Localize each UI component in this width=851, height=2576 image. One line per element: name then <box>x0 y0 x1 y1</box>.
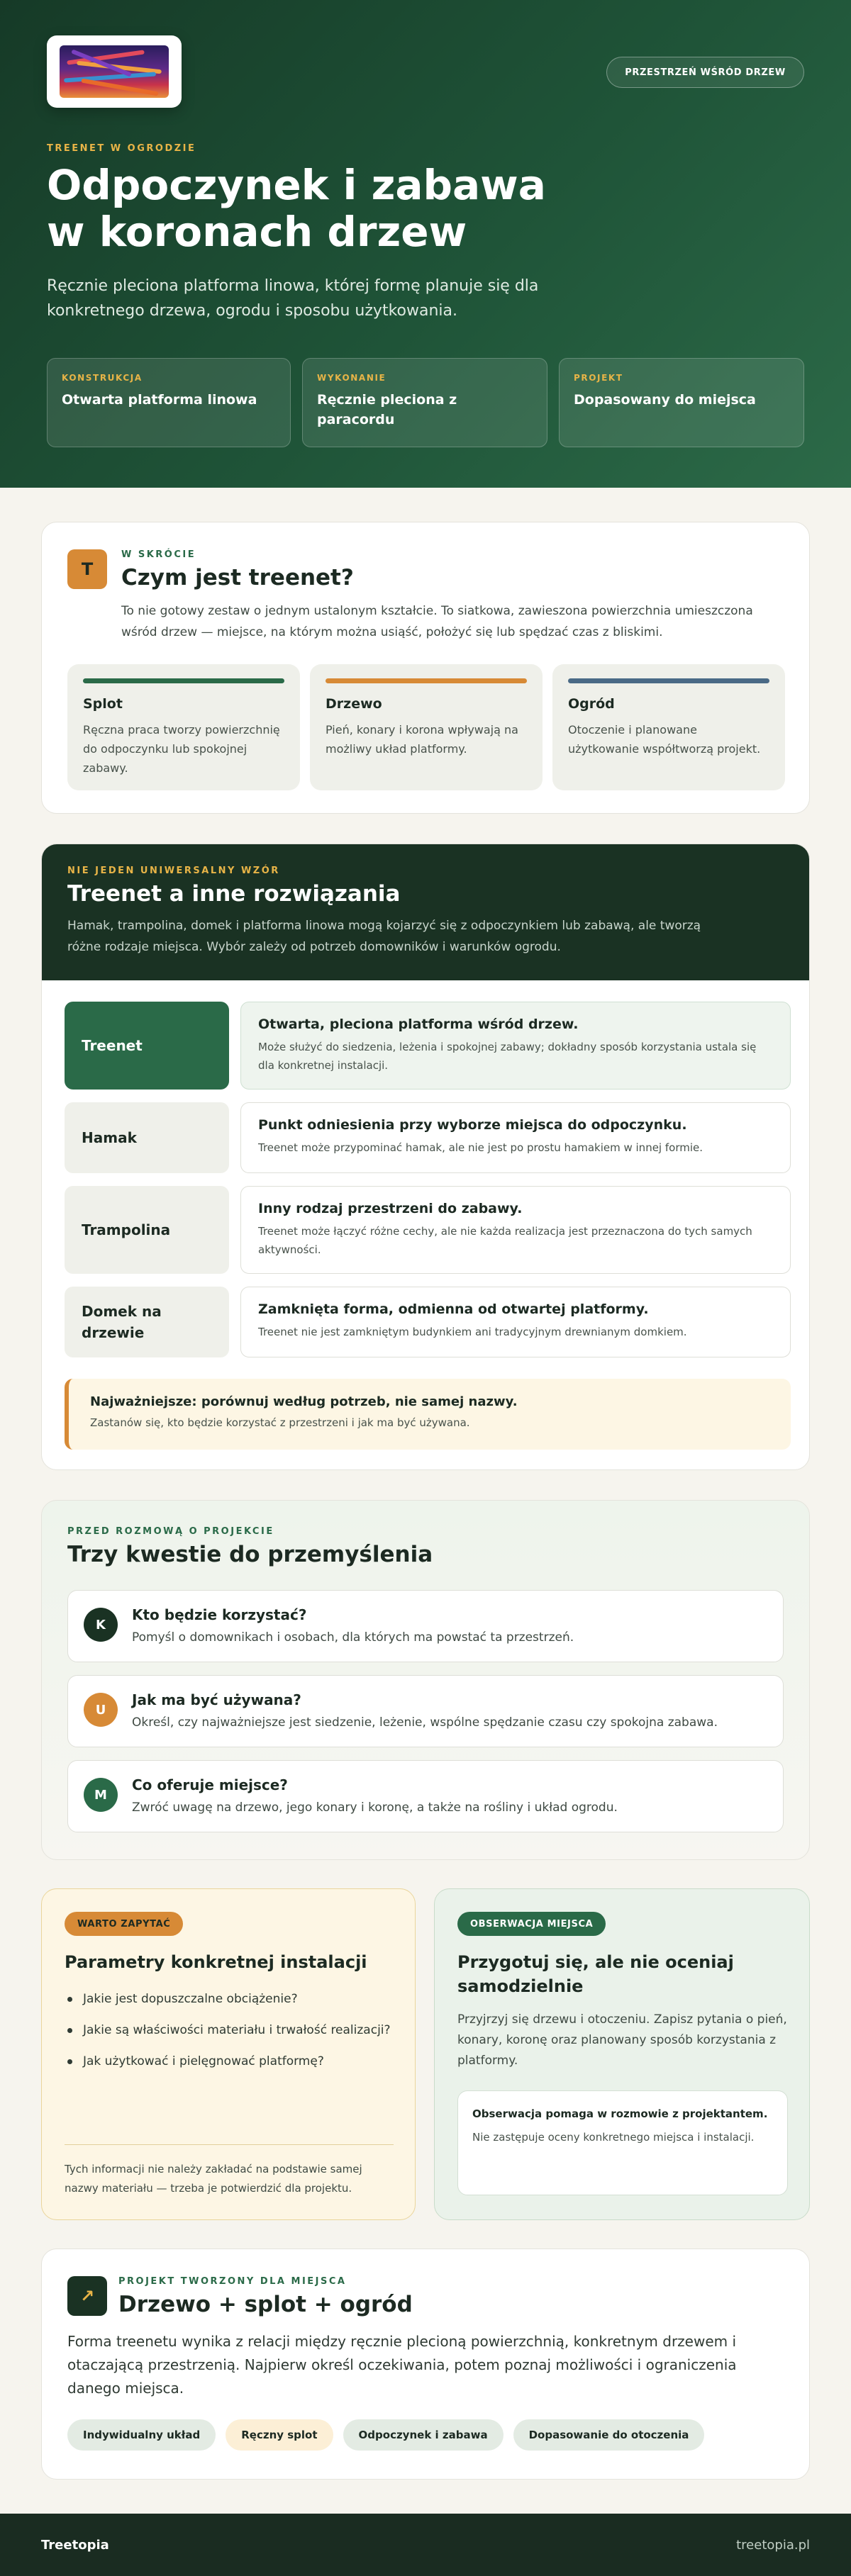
feature-desc: Otoczenie i planowane użytkowanie współtworzą projekt. <box>568 723 761 756</box>
question-item-who <box>67 1590 784 1662</box>
questions-title: Trzy kwestie do przemyślenia <box>67 1542 433 1567</box>
hero-card-value: Ręcznie pleciona z paracordu <box>317 392 457 427</box>
summary-eyebrow: W SKRÓCIE <box>121 549 196 560</box>
note-title: Najważniejsze: porównuj według potrzeb, nie samej nazwy. <box>90 1394 518 1409</box>
ask-tag: WARTO ZAPYTAĆ <box>65 1912 183 1936</box>
observe-box <box>457 2090 788 2195</box>
compare-row-desc: Treenet może łączyć różne cechy, ale nie każda realizacja jest przeznaczona do tych samych aktywności. <box>258 1225 752 1256</box>
observe-title: Przygotuj się, ale nie oceniaj samodzielnie <box>457 1952 734 1996</box>
list-item: Jakie jest dopuszczalne obciążenie? <box>65 1988 398 2010</box>
list-item: Jakie są właściwości materiału i trwałość realizacji? <box>65 2020 398 2041</box>
question-desc: Zwróć uwagę na drzewo, jego konary i koronę, a także na rośliny i układ ogrodu. <box>132 1801 618 1815</box>
observe-card <box>434 1888 810 2220</box>
chip-fit: Dopasowanie do otoczenia <box>513 2419 705 2451</box>
question-title: Co oferuje miejsce? <box>132 1776 288 1793</box>
compare-row-treenet <box>240 1002 791 1090</box>
ask-title: Parametry konkretnej instalacji <box>65 1952 367 1972</box>
divider <box>65 2144 394 2145</box>
compare-row-title: Inny rodzaj przestrzeni do zabawy. <box>258 1201 523 1216</box>
title-line-2: w koronach drzew <box>47 208 467 256</box>
chip-layout: Indywidualny układ <box>67 2419 216 2451</box>
question-item-how <box>67 1675 784 1747</box>
feature-card-ogrod <box>552 664 785 790</box>
hero-eyebrow: TREENET W OGRODZIE <box>47 143 196 154</box>
compare-row-hamak <box>240 1102 791 1173</box>
note-desc: Zastanów się, kto będzie korzystać z przestrzeni i jak ma być używana. <box>90 1416 470 1429</box>
hero-card-execution <box>302 358 547 447</box>
project-title: Drzewo + splot + ogród <box>118 2292 413 2317</box>
hero-card-key: PROJEKT <box>574 373 623 383</box>
feature-bar <box>83 678 284 683</box>
hero-card-project <box>559 358 804 447</box>
footer <box>0 2514 851 2576</box>
observe-text: Przyjrzyj się drzewu i otoczeniu. Zapisz pytania o pień, konary, koronę oraz planowany sposób korzystania z platformy. <box>457 2012 787 2068</box>
u-letter-icon: U <box>84 1693 118 1727</box>
hero-card-value: Dopasowany do miejsca <box>574 392 756 408</box>
t-letter-icon: T <box>67 549 107 589</box>
question-title: Jak ma być używana? <box>132 1691 301 1708</box>
hero-card-key: KONSTRUKCJA <box>62 373 143 383</box>
chip-rest: Odpoczynek i zabawa <box>343 2419 504 2451</box>
feature-title: Drzewo <box>326 696 382 712</box>
feature-bar <box>568 678 769 683</box>
compare-header <box>42 844 810 980</box>
compare-row-title: Zamknięta forma, odmienna od otwartej platformy. <box>258 1301 649 1317</box>
footer-brand[interactable]: Treetopia <box>41 2538 109 2553</box>
chip-list <box>67 2419 704 2451</box>
hero-section <box>0 0 851 488</box>
observe-box-desc: Nie zastępuje oceny konkretnego miejsca i instalacji. <box>472 2131 755 2144</box>
compare-tab-trampolina[interactable]: Trampolina <box>65 1186 229 1274</box>
compare-row-title: Punkt odniesienia przy wyborze miejsca do odpoczynku. <box>258 1117 687 1133</box>
arrow-up-right-icon: ↗ <box>67 2276 107 2316</box>
compare-row-domek <box>240 1287 791 1357</box>
compare-note <box>65 1379 791 1450</box>
chip-weave: Ręczny splot <box>226 2419 333 2451</box>
k-letter-icon: K <box>84 1608 118 1642</box>
list-item: Jak użytkować i pielęgnować platformę? <box>65 2051 398 2072</box>
feature-card-drzewo <box>310 664 543 790</box>
feature-card-splot <box>67 664 300 790</box>
page-title <box>47 162 685 255</box>
m-letter-icon: M <box>84 1778 118 1812</box>
logo[interactable] <box>47 35 182 108</box>
compare-card <box>41 844 810 1470</box>
question-title: Kto będzie korzystać? <box>132 1606 307 1623</box>
project-card <box>41 2249 810 2480</box>
summary-title: Czym jest treenet? <box>121 565 354 590</box>
ask-list <box>65 1988 398 2082</box>
footer-url[interactable]: treetopia.pl <box>736 2538 810 2553</box>
hero-badge: PRZESTRZEŃ WŚRÓD DRZEW <box>606 57 804 88</box>
feature-bar <box>326 678 527 683</box>
project-text: Forma treenetu wynika z relacji między ręcznie plecioną powierzchnią, konkretnym drzewem i otaczającą przestrzenią. Najpierw określ oczekiwania, potem poznaj możliwości i ograniczenia danego miejsca. <box>67 2333 737 2397</box>
compare-row-desc: Może służyć do siedzenia, leżenia i spokojnej zabawy; dokładny sposób korzystania ustala się dla konkretnej instalacji. <box>258 1041 757 1072</box>
feature-desc: Pień, konary i korona wpływają na możliwy układ platformy. <box>326 723 518 756</box>
question-desc: Pomyśl o domownikach i osobach, dla których ma powstać ta przestrzeń. <box>132 1630 574 1645</box>
compare-tab-hamak[interactable]: Hamak <box>65 1102 229 1173</box>
hero-lead: Ręcznie pleciona platforma linowa, której formę planuje się dla konkretnego drzewa, ogrodu i sposobu użytkowania. <box>47 277 539 320</box>
hero-card-key: WYKONANIE <box>317 373 386 383</box>
compare-row-desc: Treenet może przypominać hamak, ale nie jest po prostu hamakiem w innej formie. <box>258 1141 703 1154</box>
compare-row-title: Otwarta, pleciona platforma wśród drzew. <box>258 1017 579 1032</box>
logo-image <box>60 45 169 98</box>
observe-box-title: Obserwacja pomaga w rozmowie z projektantem. <box>472 2107 768 2120</box>
compare-row-trampolina <box>240 1186 791 1274</box>
summary-text: To nie gotowy zestaw o jednym ustalonym kształcie. To siatkowa, zawieszona powierzchnia umieszczona wśród drzew — miejsce, na którym można usiąść, położyć się lub spędzać czas z bliskimi. <box>121 604 753 639</box>
summary-card <box>41 522 810 814</box>
compare-row-desc: Treenet nie jest zamkniętym budynkiem ani tradycyjnym drewnianym domkiem. <box>258 1326 687 1338</box>
compare-tab-domek[interactable]: Domek na drzewie <box>65 1287 229 1357</box>
hero-card-construction <box>47 358 291 447</box>
observe-tag: OBSERWACJA MIEJSCA <box>457 1912 606 1936</box>
questions-eyebrow: PRZED ROZMOWĄ O PROJEKCIE <box>67 1526 274 1537</box>
ask-small-text: Tych informacji nie należy zakładać na podstawie samej nazwy materiału — trzeba je potwierdzić dla projektu. <box>65 2163 362 2195</box>
feature-desc: Ręczna praca tworzy powierzchnię do odpoczynku lub spokojnej zabawy. <box>83 723 280 775</box>
question-item-place <box>67 1760 784 1832</box>
project-eyebrow: PROJEKT TWORZONY DLA MIEJSCA <box>118 2276 347 2287</box>
title-line-1: Odpoczynek i zabawa <box>47 161 546 209</box>
question-desc: Określ, czy najważniejsze jest siedzenie, leżenie, wspólne spędzanie czasu czy spokojna zabawa. <box>132 1715 718 1730</box>
ask-card <box>41 1888 416 2220</box>
feature-title: Ogród <box>568 696 615 712</box>
questions-card <box>41 1500 810 1860</box>
compare-tab-treenet[interactable]: Treenet <box>65 1002 229 1090</box>
feature-title: Splot <box>83 696 123 712</box>
compare-title: Treenet a inne rozwiązania <box>67 881 401 907</box>
compare-desc: Hamak, trampolina, domek i platforma linowa mogą kojarzyć się z odpoczynkiem lub zabawą, ale tworzą różne rodzaje miejsca. Wybór zależy od potrzeb domowników i warunków ogrodu. <box>67 919 701 954</box>
hero-card-value: Otwarta platforma linowa <box>62 392 257 408</box>
compare-eyebrow: NIE JEDEN UNIWERSALNY WZÓR <box>67 866 280 876</box>
